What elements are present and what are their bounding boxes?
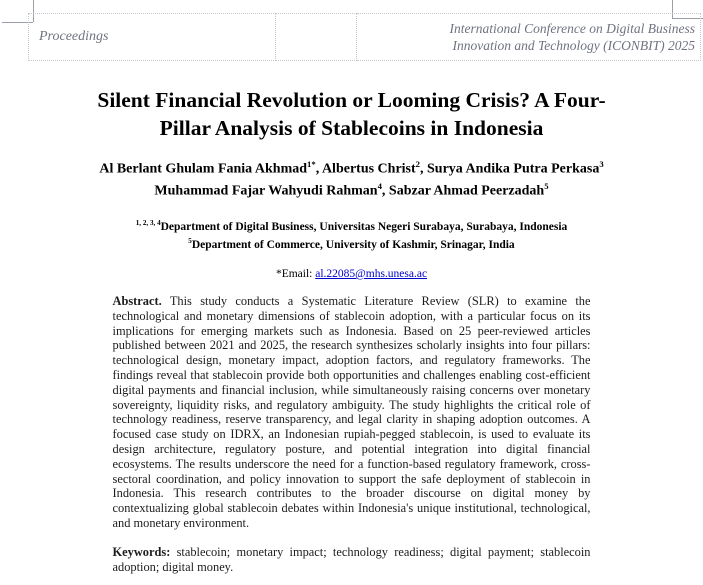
email-prefix: *Email:	[275, 267, 313, 280]
author-affiliation-marker: 2	[415, 159, 421, 169]
paper-title	[20, 86, 683, 142]
conference-name-line1: International Conference on Digital Business	[449, 21, 695, 36]
author-separator: ,	[420, 161, 428, 177]
affiliation-line-1	[0, 216, 703, 234]
author-separator: ,	[315, 161, 322, 177]
email-link[interactable]: al.22085@mhs.unesa.ac	[315, 267, 428, 280]
paper-title-line1: Silent Financial Revolution or Looming Crisis? A Four-	[97, 88, 606, 112]
affiliation-list	[0, 216, 703, 252]
author-affiliation-marker: 1*	[307, 159, 316, 169]
author-name: Al Berlant Ghulam Fania Akhmad	[99, 161, 308, 177]
author-separator: ,	[381, 183, 389, 199]
proceedings-label: Proceedings	[39, 29, 109, 44]
author-line-2	[0, 178, 703, 200]
author-affiliation-marker: 5	[544, 180, 549, 191]
author-affiliation-marker: 4	[377, 180, 382, 191]
affiliation-line-2	[0, 234, 703, 252]
paper-title-line2: Pillar Analysis of Stablecoins in Indonesia	[159, 116, 544, 140]
keywords-label: Keywords:	[112, 544, 171, 559]
header-conference-cell	[357, 14, 701, 61]
affiliation-marker: 5	[188, 237, 192, 246]
author-line-1	[0, 156, 703, 178]
affiliation-marker: 1, 2, 3, 4	[135, 219, 161, 228]
keywords-text: stablecoin; monetary impact; technology readiness; digital payment; stablecoin adoption; digital money.	[112, 544, 591, 574]
abstract-text: This study conducts a Systematic Literature Review (SLR) to examine the technological and monetary dimensions of stablecoin adoption, with a particular focus on its implications for emerging markets such as Indonesia. Based on 25 peer-reviewed articles published between 2021 and 2025, the research synthesizes scholarly insights into four pillars: technological design, monetary impact, adoption factors, and regulatory frameworks. The findings reveal that stablecoin provide both opportunities and challenges enabling cost-efficient digital payments and financial inclusion, while simultaneously raising concerns over monetary sovereignty, liquidity risks, and regulatory ambiguity. The study highlights the critical role of technology readiness, reserve transparency, and legal clarity in shaping adoption outcomes. A focused case study on IDRX, an Indonesian rupiah-pegged stablecoin, is used to evaluate its design architecture, regulatory posture, and potential integration into digital financial ecosystems. The results underscore the need for a function-based regulatory framework, cross-sectoral coordination, and policy innovation to support the safe deployment of stablecoin in Indonesia. This research contributes to the broader discourse on digital money by contextualizing global stablecoin debates within Indonesia's unique institutional, technological, and monetary environment.	[112, 293, 591, 530]
corresponding-email-line	[0, 268, 703, 280]
author-name: Sabzar Ahmad Peerzadah	[388, 183, 545, 199]
page-header-table	[28, 13, 701, 61]
affiliation-text: Department of Digital Business, Universitas Negeri Surabaya, Surabaya, Indonesia	[160, 221, 568, 234]
abstract-label: Abstract.	[112, 293, 162, 308]
affiliation-text: Department of Commerce, University of Kashmir, Srinagar, India	[191, 238, 515, 251]
author-list	[0, 156, 703, 199]
abstract-paragraph	[113, 294, 591, 531]
author-affiliation-marker: 3	[599, 159, 604, 169]
author-name: Albertus Christ	[321, 161, 416, 177]
header-row	[29, 14, 701, 61]
header-empty-cell	[276, 14, 357, 61]
author-name: Muhammad Fajar Wahyudi Rahman	[154, 183, 378, 199]
author-name: Surya Andika Putra Perkasa	[427, 161, 600, 177]
keywords-paragraph	[113, 545, 591, 575]
header-proceedings-cell	[29, 14, 276, 61]
conference-name-line2: Innovation and Technology (ICONBIT) 2025	[452, 38, 695, 53]
